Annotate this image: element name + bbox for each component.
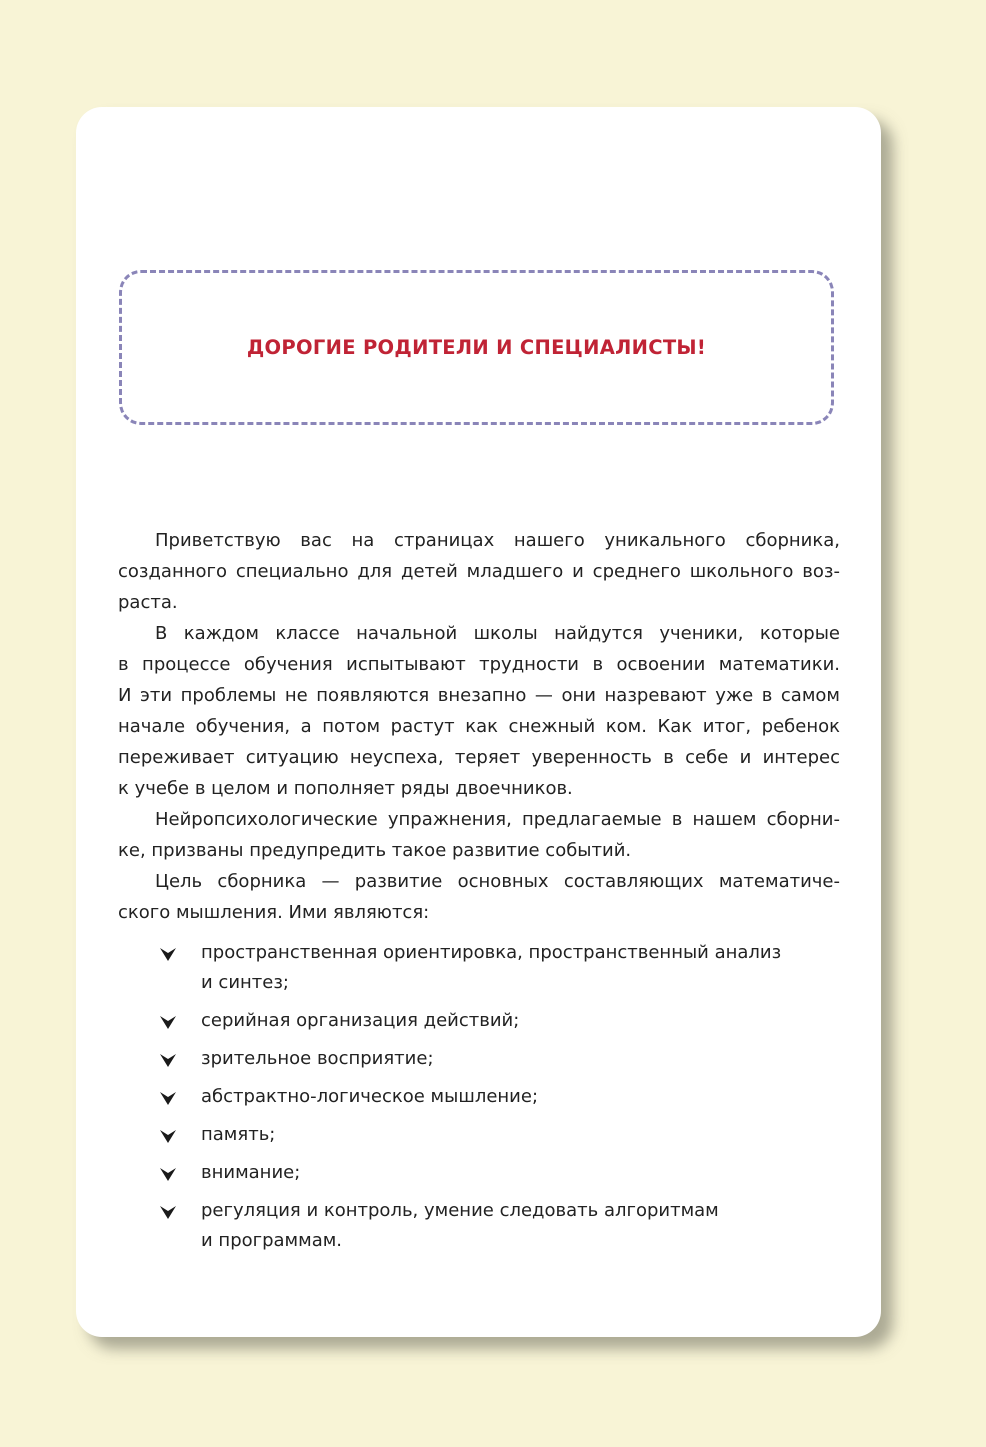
paragraphs: [118, 525, 840, 928]
check-icon: [160, 1015, 176, 1029]
paragraph: [118, 804, 840, 866]
list-item-text: и программам.: [201, 1230, 343, 1251]
paragraph: [118, 525, 840, 618]
paragraph-line: ке, призваны предупредить такое развитие событий.: [118, 840, 632, 861]
list-item-text: и синтез;: [201, 972, 289, 993]
list-item: [118, 1044, 840, 1074]
list-item-text: зрительное восприятие;: [201, 1048, 434, 1069]
list-item: [118, 938, 840, 998]
check-icon: [160, 947, 176, 961]
paragraph-line: Нейропсихологические упражнения, предлагаемые в нашем сборни-: [155, 809, 840, 830]
check-icon: [160, 1053, 176, 1067]
page-title: ДОРОГИЕ РОДИТЕЛИ И СПЕЦИАЛИСТЫ!: [246, 336, 707, 359]
list-item: [118, 1082, 840, 1112]
list-item-text: серийная организация действий;: [201, 1010, 520, 1031]
paragraph-line: Приветствую вас на страницах нашего уникального сборника,: [155, 530, 840, 551]
page-card: [76, 107, 881, 1337]
list-item: [118, 1120, 840, 1150]
paragraph-line: переживает ситуацию неуспеха, теряет уверенность в себе и интерес: [118, 747, 840, 768]
title-box: [119, 270, 834, 425]
paragraph-line: начале обучения, а потом растут как снежный ком. Как итог, ребенок: [118, 716, 840, 737]
paragraph-line: созданного специально для детей младшего и среднего школьного воз-: [118, 561, 840, 582]
paragraph-line: к учебе в целом и пополняет ряды двоечников.: [118, 778, 573, 799]
paragraph-line: Цель сборника — развитие основных составляющих математиче-: [155, 871, 840, 892]
list-item-text: абстрактно-логическое мышление;: [201, 1086, 539, 1107]
paragraph-line: в процессе обучения испытывают трудности в освоении математики.: [118, 654, 840, 675]
paragraph-line: В каждом классе начальной школы найдутся ученики, которые: [155, 623, 840, 644]
list-item: [118, 1006, 840, 1036]
bullet-list: [118, 938, 840, 1256]
list-item-text: регуляция и контроль, умение следовать алгоритмам: [201, 1200, 719, 1221]
paragraph-line: И эти проблемы не появляются внезапно — они назревают уже в самом: [118, 685, 840, 706]
paragraph-line: раста.: [118, 592, 178, 613]
check-icon: [160, 1167, 176, 1181]
list-item: [118, 1196, 840, 1256]
paragraph: [118, 866, 840, 928]
body-text: [118, 525, 840, 1264]
list-item-text: внимание;: [201, 1162, 301, 1183]
check-icon: [160, 1129, 176, 1143]
paragraph: [118, 618, 840, 804]
check-icon: [160, 1205, 176, 1219]
paragraph-line: ского мышления. Ими являются:: [118, 902, 430, 923]
check-icon: [160, 1091, 176, 1105]
list-item-text: память;: [201, 1124, 276, 1145]
list-item: [118, 1158, 840, 1188]
list-item-text: пространственная ориентировка, пространственный анализ: [201, 942, 782, 963]
